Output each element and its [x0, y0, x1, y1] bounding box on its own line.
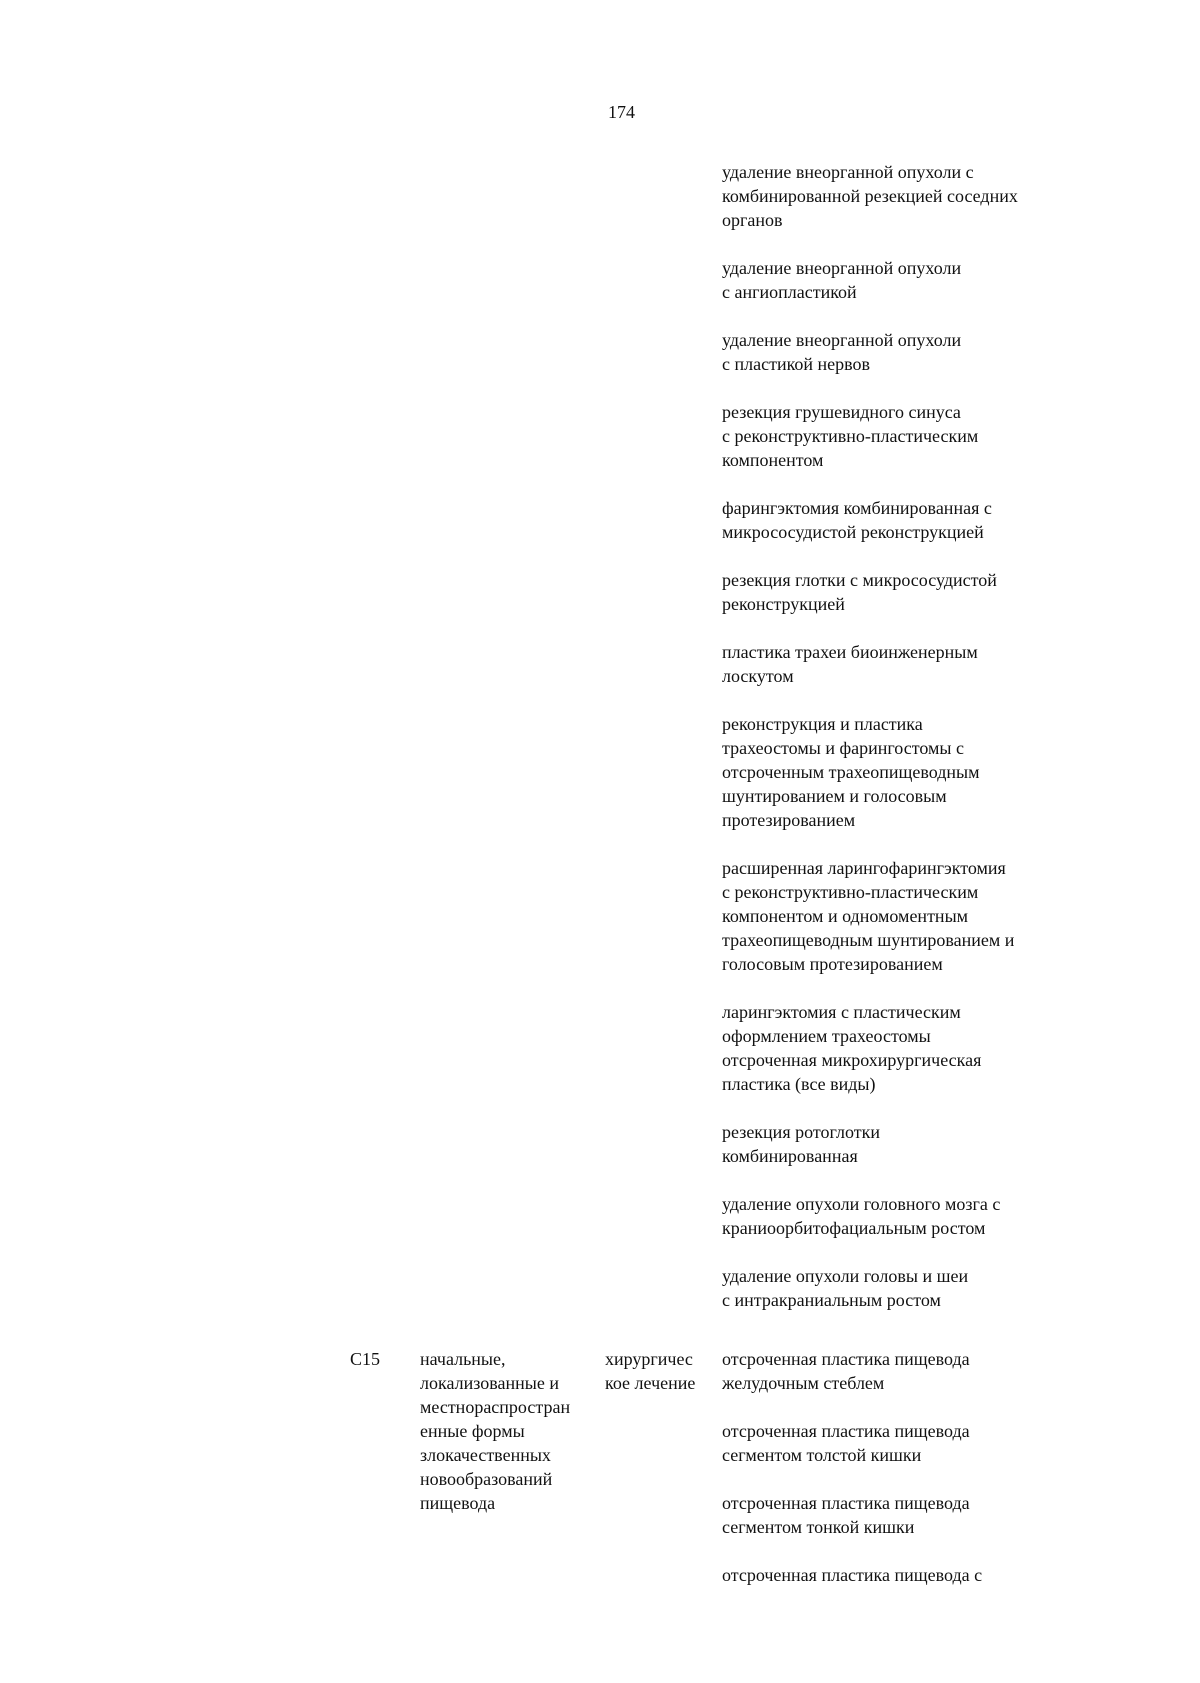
treatment-item: пластика трахеи биоинженерным лоскутом	[722, 642, 978, 686]
treatment-item: фарингэктомия комбинированная с микрососудистой реконструкцией	[722, 498, 992, 542]
treatment-item: резекция глотки с микрососудистой реконструкцией	[722, 570, 997, 614]
treatment-item: резекция грушевидного синуса с реконструктивно-пластическим компонентом	[722, 402, 979, 470]
page-number: 174	[608, 102, 635, 122]
treatment-item: удаление внеорганной опухоли с комбинированной резекцией соседних органов	[722, 162, 1018, 230]
diagnosis-code: C15	[350, 1349, 381, 1369]
treatment-item: удаление внеорганной опухоли с ангиопластикой	[722, 258, 962, 302]
treatment-method: хирургичес кое лечение	[605, 1349, 696, 1393]
treatment-list-c15	[722, 1347, 1062, 1587]
treatment-item: удаление внеорганной опухоли с пластикой нервов	[722, 330, 962, 374]
treatment-item: реконструкция и пластика трахеостомы и фарингостомы с отсроченным трахеопищеводным шунтированием и голосовым протезированием	[722, 714, 980, 830]
treatment-item: отсроченная пластика пищевода сегментом толстой кишки	[722, 1421, 970, 1465]
treatment-item: ларингэктомия с пластическим оформлением трахеостомы отсроченная микрохирургическая пластика (все виды)	[722, 1002, 982, 1094]
treatment-item: отсроченная пластика пищевода с	[722, 1565, 983, 1585]
treatment-item: удаление опухоли головного мозга с краниоорбитофациальным ростом	[722, 1194, 1001, 1238]
condition-description: начальные, локализованные и местнораспростран енные формы злокачественных новообразований пищевода	[420, 1349, 571, 1513]
treatment-item: отсроченная пластика пищевода желудочным стеблем	[722, 1349, 970, 1393]
treatment-list-continued	[722, 160, 1062, 1312]
treatment-item: расширенная ларингофарингэктомия с реконструктивно-пластическим компонентом и одномоментным трахеопищеводным шунтированием и голосовым протезированием	[722, 858, 1015, 974]
treatment-item: удаление опухоли головы и шеи с интракраниальным ростом	[722, 1266, 969, 1310]
treatment-item: отсроченная пластика пищевода сегментом тонкой кишки	[722, 1493, 970, 1537]
treatment-item: резекция ротоглотки комбинированная	[722, 1122, 880, 1166]
